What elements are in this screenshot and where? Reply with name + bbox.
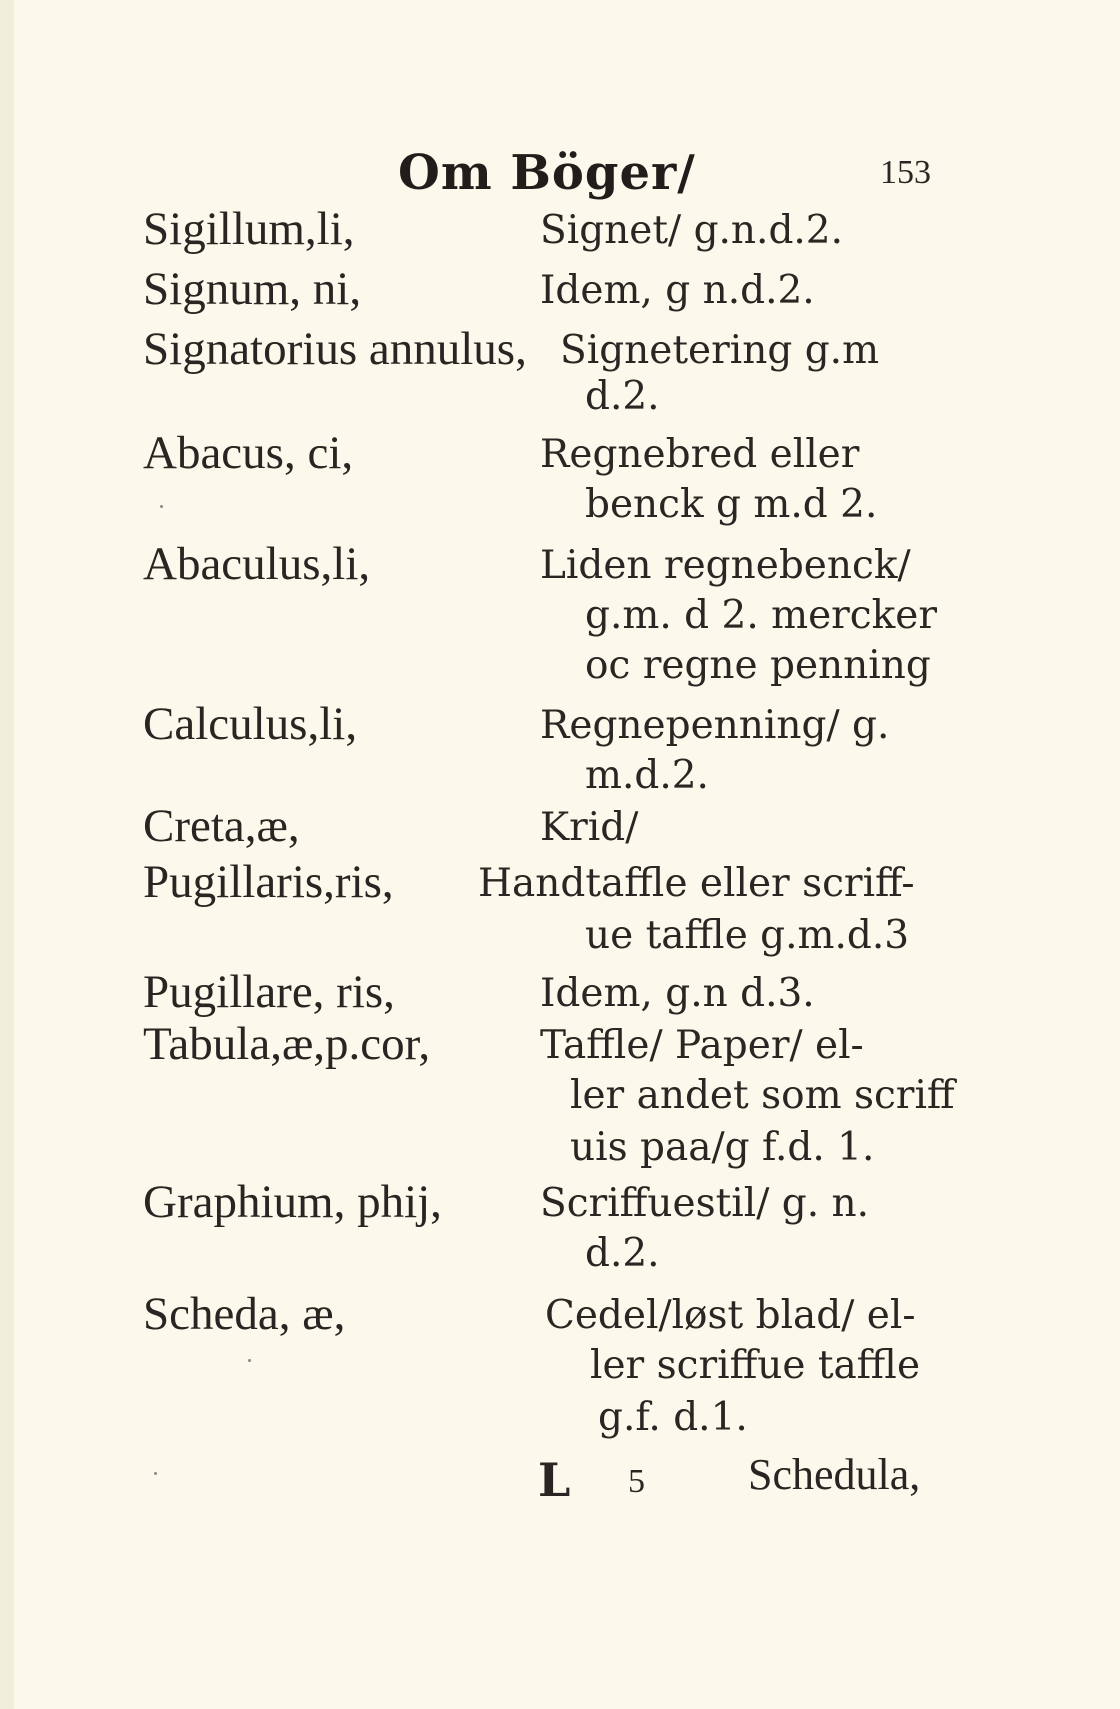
- danish-gloss-line: ue taffle g.m.d.3: [585, 913, 910, 958]
- danish-gloss-line: ler scriffue taffle: [590, 1343, 921, 1388]
- danish-gloss-line: oc regne penning: [585, 643, 931, 688]
- danish-gloss-line: Idem, g n.d.2.: [540, 268, 815, 313]
- danish-gloss-line: Signetering g.m: [560, 328, 880, 373]
- danish-gloss-line: g.f. d.1.: [598, 1395, 748, 1440]
- danish-gloss-line: Idem, g.n d.3.: [540, 971, 815, 1016]
- danish-gloss-line: ler andet som scriff: [570, 1073, 955, 1118]
- latin-lemma: Graphium, phij,: [143, 1176, 442, 1228]
- latin-lemma: Tabula,æ,p.cor,: [143, 1018, 431, 1070]
- latin-lemma: Calculus,li,: [143, 698, 358, 750]
- latin-lemma: Pugillaris,ris,: [143, 856, 394, 908]
- danish-gloss-line: Krid/: [540, 805, 639, 850]
- latin-lemma: Abacus, ci,: [143, 427, 354, 479]
- danish-gloss-line: Regnepenning/ g.: [540, 703, 890, 748]
- latin-lemma: Pugillare, ris,: [143, 966, 395, 1018]
- danish-gloss-line: Taffle/ Paper/ el-: [540, 1023, 864, 1068]
- latin-lemma: Signum, ni,: [143, 263, 362, 315]
- danish-gloss-line: Liden regnebenck/: [540, 543, 911, 588]
- latin-lemma: Creta,æ,: [143, 800, 300, 852]
- signature-mark: L: [538, 1453, 571, 1507]
- signature-number: 5: [628, 1463, 645, 1500]
- danish-gloss-line: d.2.: [585, 374, 660, 419]
- page-number: 153: [880, 154, 931, 191]
- danish-gloss-line: m.d.2.: [585, 753, 709, 798]
- danish-gloss-line: Cedel/løst blad/ el-: [545, 1293, 916, 1338]
- danish-gloss-line: Regnebred eller: [540, 432, 860, 477]
- danish-gloss-line: Scriffuestil/ g. n.: [540, 1181, 870, 1226]
- catchword: Schedula,: [748, 1450, 921, 1499]
- ink-speck: [160, 505, 163, 508]
- danish-gloss-line: benck g m.d 2.: [585, 482, 878, 527]
- danish-gloss-line: Signet/ g.n.d.2.: [540, 208, 844, 253]
- danish-gloss-line: Handtaffle eller scriff-: [478, 861, 915, 906]
- latin-lemma: Abaculus,li,: [143, 538, 371, 590]
- ink-speck: [154, 1472, 157, 1475]
- paper-edge: [0, 0, 14, 1709]
- danish-gloss-line: uis paa/g f.d. 1.: [570, 1125, 875, 1170]
- danish-gloss-line: d.2.: [585, 1231, 660, 1276]
- latin-lemma: Signatorius annulus,: [143, 323, 527, 375]
- latin-lemma: Scheda, æ,: [143, 1288, 346, 1340]
- danish-gloss-line: g.m. d 2. mercker: [585, 593, 938, 638]
- ink-speck: [248, 1359, 251, 1362]
- running-head: Om Böger/: [398, 145, 696, 201]
- latin-lemma: Sigillum,li,: [143, 203, 355, 255]
